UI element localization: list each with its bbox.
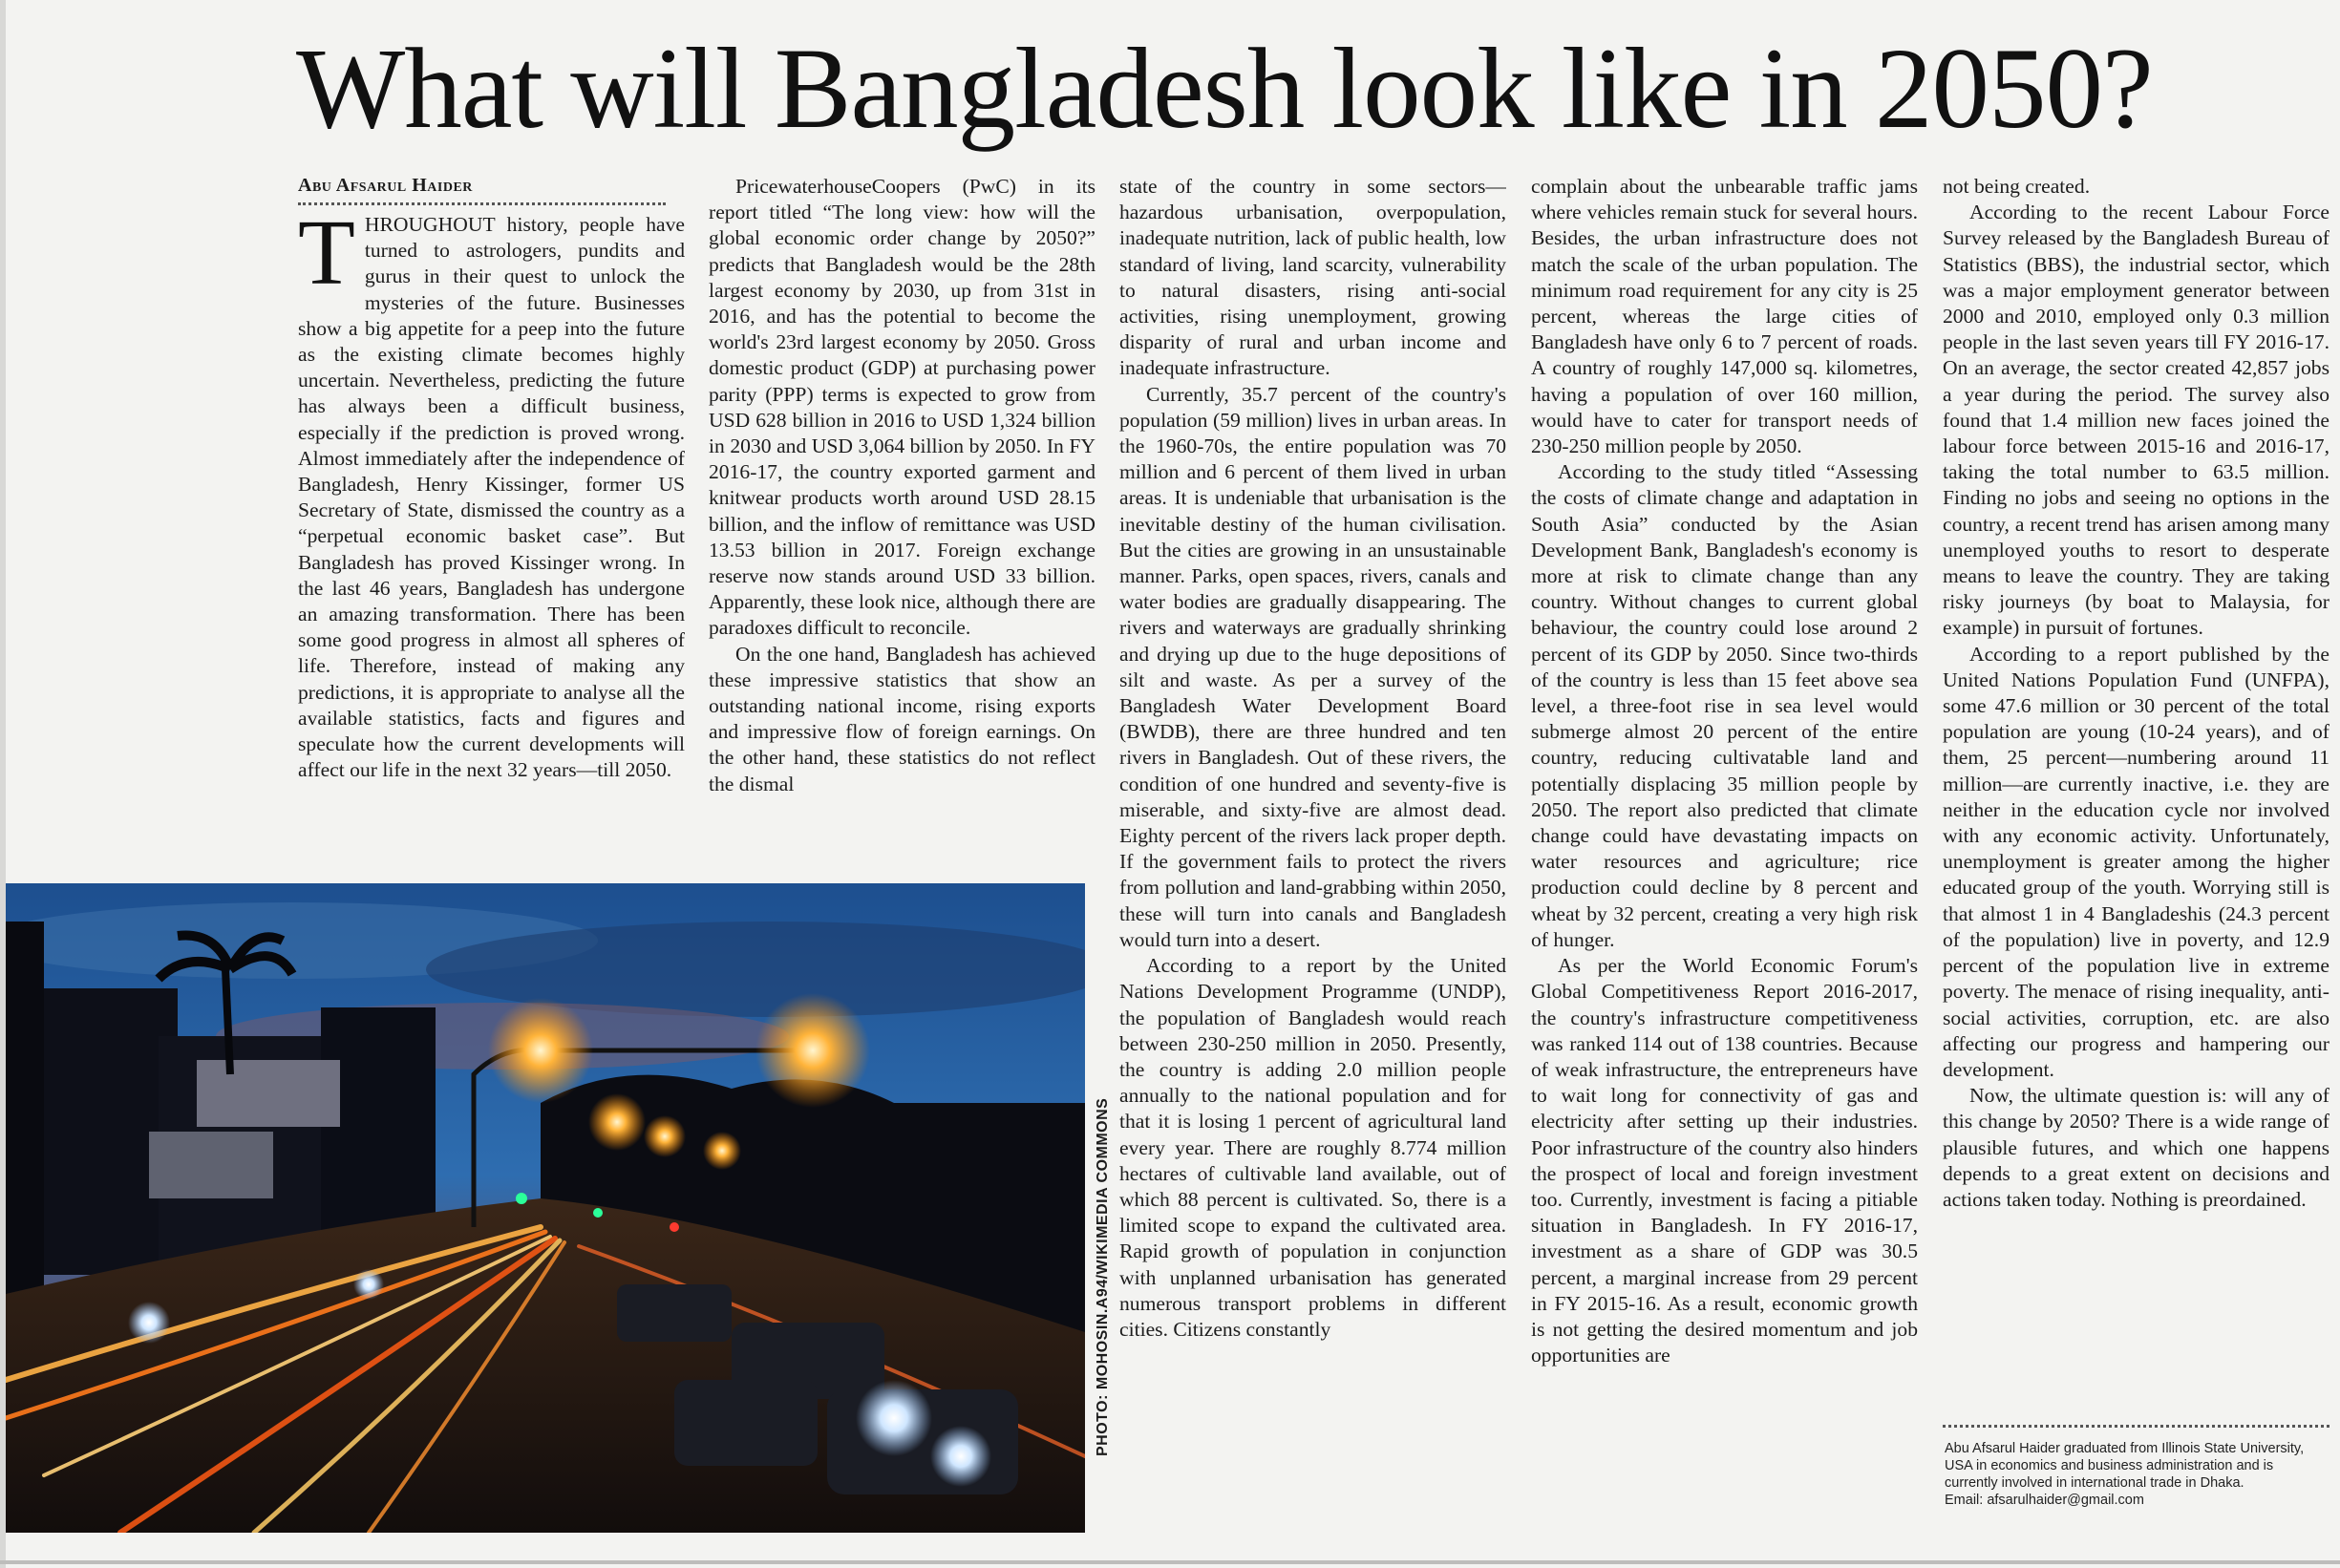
headline: What will Bangladesh look like in 2050?	[296, 25, 2153, 153]
article-column-5	[1943, 174, 2329, 1420]
paragraph: As per the World Economic Forum's Global Competitiveness Report 2016-2017, the country's infrastructure competitiveness was ranked 114 out of 138 countries. Because of weak infrastructure, the entrepreneurs have to wait long for connectivity of gas and electricity after setting up their industries. Poor infrastructure of the country also hinders the prospect of local and foreign investment too. Currently, investment is facing a pitiable situation in Bangladesh. In FY 2016-17, investment as a share of GDP was 30.5 percent, a marginal increase from 29 percent in FY 2015-16. As a result, economic growth is not getting the desired momentum and job opportunities are	[1531, 954, 1918, 1367]
article-column-4	[1531, 174, 1918, 1530]
paragraph: PricewaterhouseCoopers (PwC) in its report titled “The long view: how will the global economic order change by 2050?” predicts that Bangladesh would be the 28th largest economy by 2030, up from 31st in 2016, and has the potential to become the world's 23rd largest economy by 2050. Gross domestic product (GDP) at purchasing power parity (PPP) terms is expected to grow from USD 628 billion in 2016 to USD 1,324 billion in 2030 and USD 3,064 billion by 2050. In FY 2016-17, the country exported garment and knitwear products worth around USD 28.15 billion, and the inflow of remittance was USD 13.53 billion in 2017. Foreign exchange reserve now stands around USD 33 billion. Apparently, these look nice, although there are paradoxes difficult to reconcile.	[709, 175, 1096, 640]
article-photo	[6, 883, 1085, 1533]
author-bio	[1945, 1440, 2327, 1509]
drop-cap: T	[298, 212, 355, 305]
page-bottom-rule	[0, 1560, 2340, 1564]
photo-credit	[1089, 883, 1114, 1533]
paragraph: On the one hand, Bangladesh has achieved these impressive statistics that show an outstanding national income, rising exports and impressive flow of foreign earnings. On the other hand, these statistics do not reflect the dismal	[709, 642, 1096, 795]
paragraph: According to a report by the United Nations Development Programme (UNDP), the population of Bangladesh would reach between 230-250 million in 2050. Presently, the country is adding 2.0 million people annually to the national population and for that it is losing 1 percent of agricultural land every year. There are roughly 8.774 million hectares of cultivable land available, out of which 88 percent is cultivated. So, there is a limited scope to expand the cultivated area. Rapid growth of population in conjunction with unplanned urbanisation has generated numerous transport problems in different cities. Citizens constantly	[1119, 954, 1506, 1341]
author-email: Email: afsarulhaider@gmail.com	[1945, 1493, 2144, 1508]
paragraph: According to the study titled “Assessing the costs of climate change and adaptation in South Asia” conducted by the Asian Development Bank, Bangladesh's economy is more at risk to climate change than any country. Without changes to current global behaviour, the country could lose around 2 percent of its GDP by 2050. Since two-thirds of the country is less than 15 feet above sea level, a three-foot rise in sea level would submerge almost 20 percent of the entire country, reducing cultivatable land and potentially displacing 35 million people by 2050. The report also predicted that climate change could have devastating impacts on water resources and agriculture; rice production could decline by 8 percent and wheat by 32 percent, creating a very high risk of hunger.	[1531, 460, 1918, 951]
paragraph: Now, the ultimate question is: will any of this change by 2050? There is a wide range of plausible futures, and which one happens depends to a great extent on decisions and actions taken today. Nothing is preordained.	[1943, 1084, 2329, 1211]
paragraph: not being created.	[1943, 175, 2091, 198]
paragraph: According to the recent Labour Force Survey released by the Bangladesh Bureau of Statistics (BBS), the industrial sector, which was a major employment generator between 2000 and 2010, employed only 0.3 million people in the last seven years till FY 2016-17. On an average, the sector created 42,857 jobs a year during the period. The survey also found that 1.4 million new faces joined the labour force between 2015-16 and 2016-17, taking the total number to 63.5 million. Finding no jobs and seeing no options in the country, a recent trend has arisen among many unemployed youths to resort to desperate means to leave the country. They are taking risky journeys (by boat to Malaysia, for example) in pursuit of fortunes.	[1943, 201, 2329, 640]
lead-in: HROUGHOUT	[364, 213, 496, 236]
paragraph	[298, 212, 685, 783]
bio-divider	[1943, 1425, 2329, 1428]
article-column-3	[1119, 174, 1506, 1530]
paragraph-text: history, people have turned to astrologers, pundits and gurus in their quest to unlock the mysteries of the future. Businesses show a big appetite for a peep into the future as the existing climate becomes highly uncertain. Nevertheless, predicting the future has always been a difficult business, especially if the prediction is proved wrong. Almost immediately after the independence of Bangladesh, Henry Kissinger, former US Secretary of State, dismissed the country as a “perpetual economic basket case”. But Bangladesh has proved Kissinger wrong. In the last 46 years, Bangladesh has undergone an amazing transformation. There has been some good progress in almost all spheres of life. Therefore, instead of making any predictions, it is appropriate to analyse all the available statistics, facts and figures and speculate how the current developments will affect our life in the next 32 years—till 2050.	[298, 213, 685, 782]
author-bio-text: Abu Afsarul Haider graduated from Illinois State University, USA in economics and business administration and is currently involved in international trade in Dhaka.	[1945, 1441, 2305, 1491]
article-column-1	[298, 212, 685, 861]
paragraph: Currently, 35.7 percent of the country's population (59 million) lives in urban areas. In the 1960-70s, the entire population was 70 million and 6 percent of them lived in urban areas. It is undeniable that urbanisation is the inevitable destiny of the human civilisation. But the cities are growing in an unsustainable manner. Parks, open spaces, rivers, canals and water bodies are gradually disappearing. The rivers and waterways are gradually shrinking and drying up due to the huge depositions of silt and waste. As per a survey of the Bangladesh Water Development Board (BWDB), there are three hundred and ten rivers in Bangladesh. Out of these rivers, the condition of one hundred and seventy-five is miserable, and sixty-five are almost dead. Eighty percent of the rivers lack proper depth. If the government fails to protect the rivers from pollution and land-grabbing within 2050, these will turn into canals and Bangladesh would turn into a desert.	[1119, 382, 1506, 951]
night-traffic-illustration	[6, 883, 1085, 1533]
article-column-2	[709, 174, 1096, 861]
byline: Abu Afsarul Haider	[298, 175, 666, 205]
paragraph: According to a report published by the United Nations Population Fund (UNFPA), some 47.6 million or 30 percent of the total population are young (10-24 years), and of them, 25 percent—numbering around 11 million—are currently inactive, i.e. they are neither in the education cycle nor involved with any economic activity. Unfortunately, unemployment is greater among the higher educated group of the youth. Worrying still is that almost 1 in 4 Bangladeshis (24.3 percent of the population) live in poverty, and 12.9 percent of the population live in extreme poverty. The menace of rising inequality, anti-social activities, corruption, etc. are also affecting our progress and hampering our development.	[1943, 642, 2329, 1081]
paragraph: state of the country in some sectors—hazardous urbanisation, overpopulation, inadequate nutrition, lack of public health, low standard of living, land scarcity, vulnerability to natural disasters, rising anti-social activities, rising unemployment, growing disparity of rural and urban income and inadequate infrastructure.	[1119, 175, 1506, 380]
paragraph: complain about the unbearable traffic jams where vehicles remain stuck for several hours. Besides, the urban infrastructure does not match the scale of the urban population. The minimum road requirement for any city is 25 percent, whereas the large cities of Bangladesh have only 6 to 7 percent of roads. A country of roughly 147,000 sq. kilometres, having a population of over 160 million, would have to cater for transport needs of 230-250 million people by 2050.	[1531, 175, 1918, 458]
photo-credit-text: PHOTO: MOHOSIN.A94/WIKIMEDIA COMMONS	[1095, 1097, 1111, 1456]
